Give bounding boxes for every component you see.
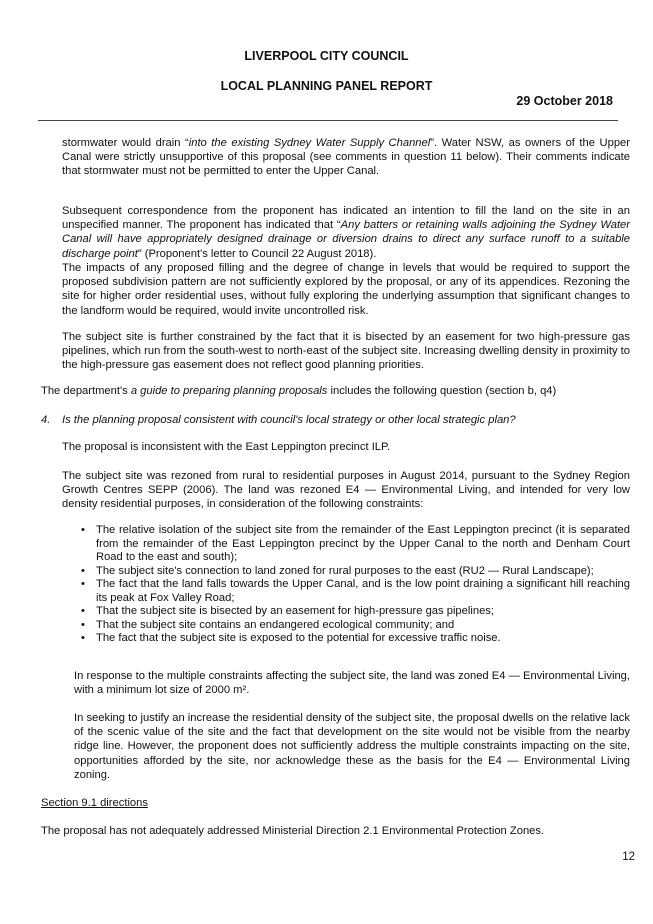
bullet-icon: • — [81, 524, 85, 536]
paragraph-justification: In seeking to justify an increase the residential density of the subject site, the proposal dwells on the relative lack of the scenic value of the site and the fact that development on the site would not be visible from the nearby ridge line. However, the proponent does not sufficiently address the multiple constraints impacting on the site, opportunities afforded by the site, nor acknowledge these as the basis for the E4 — Environmental Living zoning. — [74, 712, 630, 781]
list-item — [80, 619, 630, 633]
org-title: LIVERPOOL CITY COUNCIL — [244, 49, 409, 63]
paragraph-stormwater — [62, 136, 630, 179]
bullet-icon: • — [81, 605, 85, 617]
paragraph-rezoning-history: The subject site was rezoned from rural to residential purposes in August 2014, pursuant to the Sydney Region Growth Centres SEPP (2006). The land was rezoned E4 — Environmental Living, and intended for very low density residential purposes, in consideration of the following constraints: — [62, 470, 630, 511]
list-item — [80, 578, 630, 605]
text-run: stormwater would drain “ — [62, 137, 189, 149]
bullet-icon: • — [81, 564, 85, 577]
list-item-text: The subject site's connection to land zoned for rural purposes to the east (RU2 — Rural Landscape); — [96, 564, 594, 577]
list-item-text: The relative isolation of the subject site from the remainder of the East Leppington precinct (it is separated from the remainder of the East Leppington precinct by the Upper Canal to the north and Denham Court Road to the east and south); — [96, 524, 630, 563]
bullet-icon: • — [81, 578, 85, 590]
text-run: includes the following question (section b, q4) — [327, 385, 557, 397]
list-item — [80, 565, 630, 579]
text-run: The department's — [41, 385, 131, 397]
question-text: Is the planning proposal consistent with council's local strategy or other local strategic plan? — [62, 414, 516, 426]
constraints-list — [80, 524, 630, 646]
paragraph-filling-impacts: The impacts of any proposed filling and the degree of change in levels that would be required to support the proposed subdivision pattern are not sufficiently explored by the proposal, or any of its appendices. Rezoning the site for higher order residential uses, without fully exploring the underlying assumption that significant changes to the landform would be required, would invite uncontrolled risk. — [62, 262, 630, 317]
list-item — [80, 632, 630, 646]
quote-italic: into the existing Sydney Water Supply Channel — [188, 137, 431, 149]
paragraph-gas-easement: The subject site is further constrained by the fact that it is bisected by an easement for two high-pressure gas pipelines, which run from the south-west to north-east of the subject site. Increasing dwelling density in proximity to the high-pressure gas easement does not reflect good planning priorities. — [62, 331, 630, 372]
paragraph-correspondence — [62, 204, 630, 261]
question-number: 4. — [41, 414, 51, 426]
section-heading: Section 9.1 directions — [41, 797, 148, 809]
list-item-text: That the subject site is bisected by an easement for high-pressure gas pipelines; — [96, 605, 494, 617]
question-4 — [41, 413, 630, 427]
text-run: ”. Water NSW, as owners of the Upper Canal were strictly unsupportive of this proposal (see comments in question 11 below). Their comments indicate that stormwater must not be permitted to enter the Upper Canal. — [62, 137, 630, 178]
paragraph-department-guide — [41, 384, 630, 398]
text-run: Subsequent correspondence from the proponent has indicated an intention to fill the land on the site in an unspecified manner. The proponent has indicated that “ — [62, 205, 630, 232]
paragraph-ministerial-direction: The proposal has not adequately addressed Ministerial Direction 2.1 Environmental Protection Zones. — [41, 825, 545, 837]
report-date: 29 October 2018 — [516, 94, 613, 108]
guide-title-italic: a guide to preparing planning proposals — [130, 385, 328, 397]
quote-italic: Any batters or retaining walls adjoining the Sydney Water Canal will have appropriately designed drainage or diversion drains to direct any surface runoff to a suitable discharge point — [62, 219, 630, 260]
list-item-text: The fact that the subject site is exposed to the potential for excessive traffic noise. — [96, 632, 501, 644]
report-title: LOCAL PLANNING PANEL REPORT — [220, 79, 433, 93]
paragraph-zoning-response: In response to the multiple constraints affecting the subject site, the land was zoned E4 — Environmental Living, with a minimum lot size of 2000 m². — [74, 670, 630, 697]
page-number: 12 — [622, 851, 635, 863]
paragraph-inconsistent: The proposal is inconsistent with the East Leppington precinct ILP. — [62, 441, 391, 453]
list-item — [80, 524, 630, 565]
header-divider — [38, 120, 618, 121]
list-item-text: The fact that the land falls towards the Upper Canal, and is the low point draining a significant hill reaching its peak at Fox Valley Road; — [96, 578, 630, 604]
list-item-text: That the subject site contains an endangered ecological community; and — [96, 618, 455, 631]
text-run: ” (Proponent's letter to Council 22 August 2018). — [137, 247, 377, 260]
bullet-icon: • — [81, 618, 85, 631]
bullet-icon: • — [81, 632, 85, 644]
list-item — [80, 605, 630, 619]
